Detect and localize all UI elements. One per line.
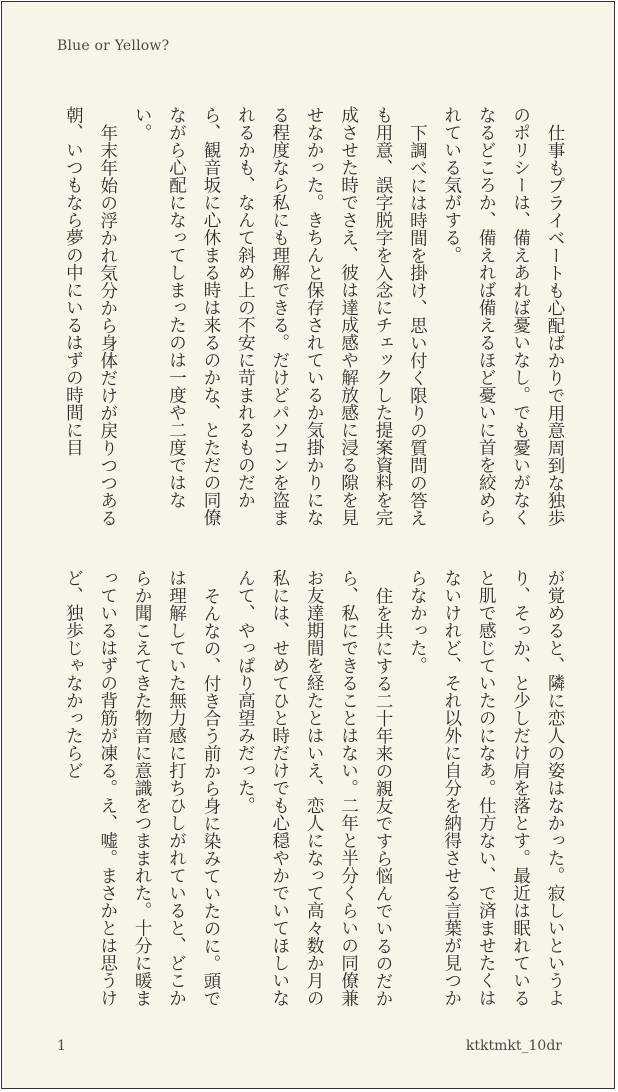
bottom-text-block [63, 569, 572, 1015]
paragraph: 下調べには時間を掛け、思い付く限りの質問の答えも用意、誤字脱字を入念にチェックした提案資料を完成させた時でさえ、彼は達成感や解放感に浸る隙を見せなかった。きちんと保存されているか気掛かりになる程度なら私にも理解できる。だけどパソコンを盗まれるかも、なんて斜め上の不安に苛まれるものだから、観音坂に心休まる時は来るのかな、とただの同僚ながら心配になってしまったのは一度や二度ではない。 [132, 106, 428, 526]
paragraph: が覚めると、隣に恋人の姿はなかった。寂しいというより、そっか、と少しだけ肩を落とす。最近は眠れていると肌で感じていたのになあ。仕方ない、で済ませたくはないけれど、それ以外に自分を納得させる言葉が見つからなかった。 [407, 569, 565, 1007]
paragraph: 仕事もプライベートも心配ばかりで用意周到な独歩のポリシーは、備えあれば憂いなし。でも憂いがなくなるどころか、備えれば備えるほど憂いに首を絞められている気がする。 [441, 106, 565, 526]
page-header-title: Blue or Yellow? [57, 38, 170, 54]
book-page [1, 1, 615, 1089]
top-text-block [63, 106, 572, 526]
paragraph: 住を共にする二十年来の親友ですら悩んでいるのだから、私にできることはない。二年と半分くらいの同僚兼お友達期間を経たとはいえ、恋人になって高々数か月の私には、せめてひと時だけでも心穏やかでいてほしいなんて、やっぱり高望みだった。 [235, 569, 393, 1007]
author-name: ktktmkt_10dr [465, 1038, 562, 1054]
paragraph: そんなの、付き合う前から身に染みていたのに。頭では理解していた無力感に打ちひしがれていると、どこからか聞こえてきた物音に意識をつままれた。十分に暖まっているはずの背筋が凍る。え、嘘。まさかとは思うけど、独歩じゃなかったらど [63, 569, 221, 1007]
paragraph: 年末年始の浮かれ気分から身体だけが戻りつつある朝、いつもなら夢の中にいるはずの時間に目 [63, 106, 118, 526]
page-number: 1 [57, 1038, 66, 1054]
